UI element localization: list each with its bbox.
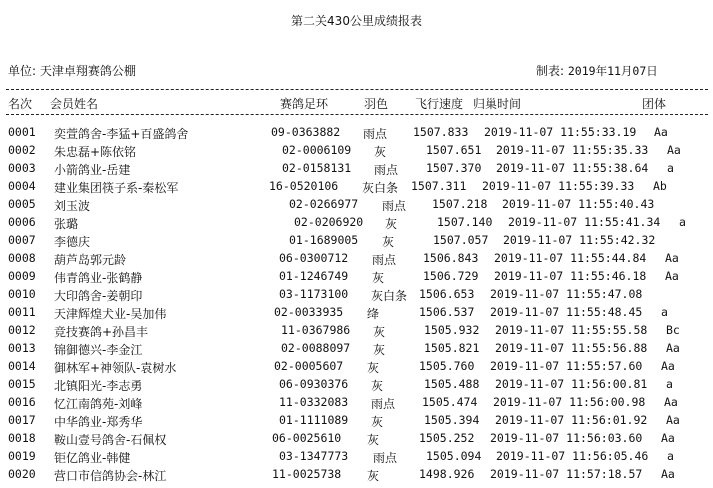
color-cell: 灰: [373, 325, 386, 339]
speed-cell: 1505.760: [419, 359, 475, 373]
rank-cell: 0012: [8, 323, 36, 337]
speed-cell: 1507.311: [411, 179, 467, 193]
ring-cell: 11-0025738: [272, 467, 342, 481]
color-cell: 绛: [367, 307, 380, 321]
rank-cell: 0009: [8, 269, 36, 283]
group-cell: Aa: [664, 395, 678, 409]
name-cell: 建业集团筷子系-秦松军: [54, 181, 179, 195]
speed-cell: 1506.729: [423, 269, 479, 283]
made-label: 制表:: [536, 64, 565, 78]
ring-cell: 02-0005607: [274, 359, 344, 373]
group-cell: Aa: [661, 467, 675, 481]
color-cell: 灰: [374, 145, 387, 159]
header-ring: 赛鸽足环: [280, 97, 329, 111]
group-cell: Bc: [666, 323, 680, 337]
ring-cell: 01-1111089: [279, 413, 349, 427]
made-date: 2019年11月07日: [567, 64, 658, 78]
group-cell: Aa: [665, 251, 679, 265]
group-cell: Aa: [654, 125, 668, 139]
group-cell: Ab: [653, 179, 667, 193]
group-cell: Aa: [667, 143, 681, 157]
name-cell: 刘玉波: [54, 199, 91, 213]
ring-cell: 11-0367986: [281, 323, 351, 337]
color-cell: 灰: [367, 469, 380, 483]
name-cell: 营口市信鸽协会-林江: [54, 469, 167, 483]
name-cell: 天津辉煌犬业-吴加伟: [54, 307, 167, 321]
time-cell: 2019-11-07 11:56:03.60: [490, 431, 643, 445]
speed-cell: 1507.140: [437, 215, 493, 229]
ring-cell: 03-1173100: [279, 287, 349, 301]
ring-cell: 01-1246749: [279, 269, 349, 283]
group-cell: Aa: [661, 431, 675, 445]
divider-header: [6, 114, 708, 115]
table-row: [0, 160, 713, 178]
ring-cell: 02-0158131: [282, 161, 352, 175]
table-row: [0, 304, 713, 322]
name-cell: 御林军+神领队-袁树水: [54, 361, 177, 375]
rank-cell: 0007: [8, 233, 36, 247]
name-cell: 大印鸽舍-姜朝印: [54, 289, 143, 303]
ring-cell: 02-0088097: [281, 341, 351, 355]
color-cell: 灰: [373, 343, 386, 357]
rank-cell: 0011: [8, 305, 36, 319]
speed-cell: 1505.252: [419, 431, 475, 445]
header-name: 会员姓名: [50, 97, 99, 111]
ring-cell: 03-1347773: [279, 449, 349, 463]
table-row: [0, 322, 713, 340]
time-cell: 2019-11-07 11:55:47.08: [490, 287, 643, 301]
speed-cell: 1505.488: [424, 377, 480, 391]
speed-cell: 1507.218: [432, 197, 488, 211]
unit-name: 天津卓翔赛鸽公棚: [39, 64, 136, 78]
speed-cell: 1505.094: [426, 449, 482, 463]
rank-cell: 0002: [8, 143, 36, 157]
rank-cell: 0017: [8, 413, 36, 427]
header-return-time: 归巢时间: [473, 97, 522, 111]
name-cell: 北镇阳光-李志勇: [54, 379, 143, 393]
time-cell: 2019-11-07 11:55:39.33: [482, 179, 635, 193]
ring-cell: 02-0033935: [274, 305, 344, 319]
divider-top: [6, 89, 708, 90]
name-cell: 锦御德兴-李金江: [54, 343, 143, 357]
table-row: [0, 394, 713, 412]
color-cell: 雨点: [374, 163, 399, 177]
group-cell: Aa: [665, 269, 679, 283]
rank-cell: 0010: [8, 287, 36, 301]
rank-cell: 0015: [8, 377, 36, 391]
color-cell: 灰: [367, 433, 380, 447]
name-cell: 钜亿鸽业-韩健: [54, 451, 131, 465]
time-cell: 2019-11-07 11:55:38.64: [496, 161, 649, 175]
rank-cell: 0020: [8, 467, 36, 481]
speed-cell: 1498.926: [419, 467, 475, 481]
table-row: [0, 268, 713, 286]
name-cell: 朱忠磊+陈依铭: [54, 145, 137, 159]
rank-cell: 0006: [8, 215, 36, 229]
name-cell: 李德庆: [54, 235, 91, 249]
color-cell: 灰白条: [362, 181, 399, 195]
color-cell: 雨点: [363, 127, 388, 141]
ring-cell: 09-0363882: [271, 125, 341, 139]
ring-cell: 06-0025610: [272, 431, 342, 445]
color-cell: 灰: [385, 217, 398, 231]
header-color: 羽色: [364, 97, 389, 111]
color-cell: 灰: [371, 379, 384, 393]
unit-label: 单位:: [8, 64, 37, 78]
name-cell: 忆江南鸽苑-刘峰: [54, 397, 143, 411]
time-cell: 2019-11-07 11:55:41.34: [508, 215, 661, 229]
speed-cell: 1505.821: [424, 341, 480, 355]
time-cell: 2019-11-07 11:55:44.84: [494, 251, 647, 265]
results-list: [0, 124, 713, 484]
color-cell: 灰: [382, 235, 395, 249]
rank-cell: 0014: [8, 359, 36, 373]
rank-cell: 0013: [8, 341, 36, 355]
group-cell: a: [661, 305, 668, 319]
table-row: [0, 142, 713, 160]
ring-cell: 06-0930376: [279, 377, 349, 391]
table-row: [0, 286, 713, 304]
ring-cell: 16-0520106: [269, 179, 339, 193]
time-cell: 2019-11-07 11:55:42.32: [503, 233, 656, 247]
name-cell: 张璐: [54, 217, 79, 231]
table-row: [0, 466, 713, 484]
group-cell: Aa: [666, 341, 680, 355]
time-cell: 2019-11-07 11:55:55.58: [495, 323, 648, 337]
time-cell: 2019-11-07 11:56:00.98: [493, 395, 646, 409]
ring-cell: 02-0206920: [294, 215, 364, 229]
group-cell: a: [667, 449, 674, 463]
header-rank: 名次: [8, 97, 33, 111]
table-row: [0, 412, 713, 430]
color-cell: 灰: [372, 271, 385, 285]
group-cell: a: [666, 377, 673, 391]
rank-cell: 0001: [8, 125, 36, 139]
unit-line: [8, 62, 136, 79]
name-cell: 小箭鸽业-岳建: [54, 163, 131, 177]
ring-cell: 01-1689005: [289, 233, 359, 247]
color-cell: 雨点: [382, 199, 407, 213]
ring-cell: 02-0266977: [289, 197, 359, 211]
color-cell: 雨点: [373, 451, 398, 465]
time-cell: 2019-11-07 11:55:40.43: [502, 197, 655, 211]
time-cell: 2019-11-07 11:57:18.57: [490, 467, 643, 481]
table-row: [0, 448, 713, 466]
color-cell: 灰: [367, 361, 380, 375]
header-speed: 飞行速度: [415, 97, 464, 111]
speed-cell: 1507.833: [413, 125, 469, 139]
name-cell: 伟青鸽业-张鹤静: [54, 271, 143, 285]
rank-cell: 0003: [8, 161, 36, 175]
rank-cell: 0019: [8, 449, 36, 463]
time-cell: 2019-11-07 11:55:35.33: [496, 143, 649, 157]
time-cell: 2019-11-07 11:56:01.92: [495, 413, 648, 427]
color-cell: 雨点: [372, 253, 397, 267]
table-row: [0, 430, 713, 448]
rank-cell: 0008: [8, 251, 36, 265]
table-row: [0, 340, 713, 358]
rank-cell: 0005: [8, 197, 36, 211]
group-cell: a: [667, 161, 674, 175]
time-cell: 2019-11-07 11:56:05.46: [496, 449, 649, 463]
header-group: 团体: [642, 97, 667, 111]
name-cell: 鞍山壹号鸽舍-石佩权: [54, 433, 167, 447]
time-cell: 2019-11-07 11:55:56.88: [495, 341, 648, 355]
table-row: [0, 376, 713, 394]
name-cell: 奕萱鸽舍-李猛+百盛鸽舍: [54, 127, 189, 141]
time-cell: 2019-11-07 11:55:48.45: [490, 305, 643, 319]
ring-cell: 11-0332083: [279, 395, 349, 409]
table-row: [0, 214, 713, 232]
made-line: [536, 62, 658, 79]
color-cell: 灰白条: [371, 289, 408, 303]
group-cell: Aa: [666, 413, 680, 427]
speed-cell: 1506.653: [419, 287, 475, 301]
table-row: [0, 250, 713, 268]
table-row: [0, 178, 713, 196]
table-row: [0, 358, 713, 376]
rank-cell: 0018: [8, 431, 36, 445]
color-cell: 灰: [371, 415, 384, 429]
speed-cell: 1505.932: [424, 323, 480, 337]
speed-cell: 1505.474: [422, 395, 478, 409]
time-cell: 2019-11-07 11:55:57.60: [490, 359, 643, 373]
table-row: [0, 196, 713, 214]
group-cell: Aa: [661, 359, 675, 373]
name-cell: 中华鸽业-郑秀华: [54, 415, 143, 429]
ring-cell: 02-0006109: [282, 143, 352, 157]
ring-cell: 06-0300712: [279, 251, 349, 265]
table-row: [0, 124, 713, 142]
time-cell: 2019-11-07 11:55:33.19: [484, 125, 637, 139]
speed-cell: 1506.537: [419, 305, 475, 319]
speed-cell: 1507.370: [426, 161, 482, 175]
speed-cell: 1505.394: [424, 413, 480, 427]
name-cell: 葫芦岛郭元龄: [54, 253, 127, 267]
table-row: [0, 232, 713, 250]
group-cell: a: [679, 215, 686, 229]
rank-cell: 0016: [8, 395, 36, 409]
time-cell: 2019-11-07 11:56:00.81: [495, 377, 648, 391]
report-title: 第二关430公里成绩报表: [291, 14, 422, 28]
color-cell: 雨点: [371, 397, 396, 411]
name-cell: 竞技赛鸽+孙昌丰: [54, 325, 149, 339]
speed-cell: 1506.843: [423, 251, 479, 265]
time-cell: 2019-11-07 11:55:46.18: [494, 269, 647, 283]
rank-cell: 0004: [8, 179, 36, 193]
speed-cell: 1507.651: [426, 143, 482, 157]
speed-cell: 1507.057: [433, 233, 489, 247]
